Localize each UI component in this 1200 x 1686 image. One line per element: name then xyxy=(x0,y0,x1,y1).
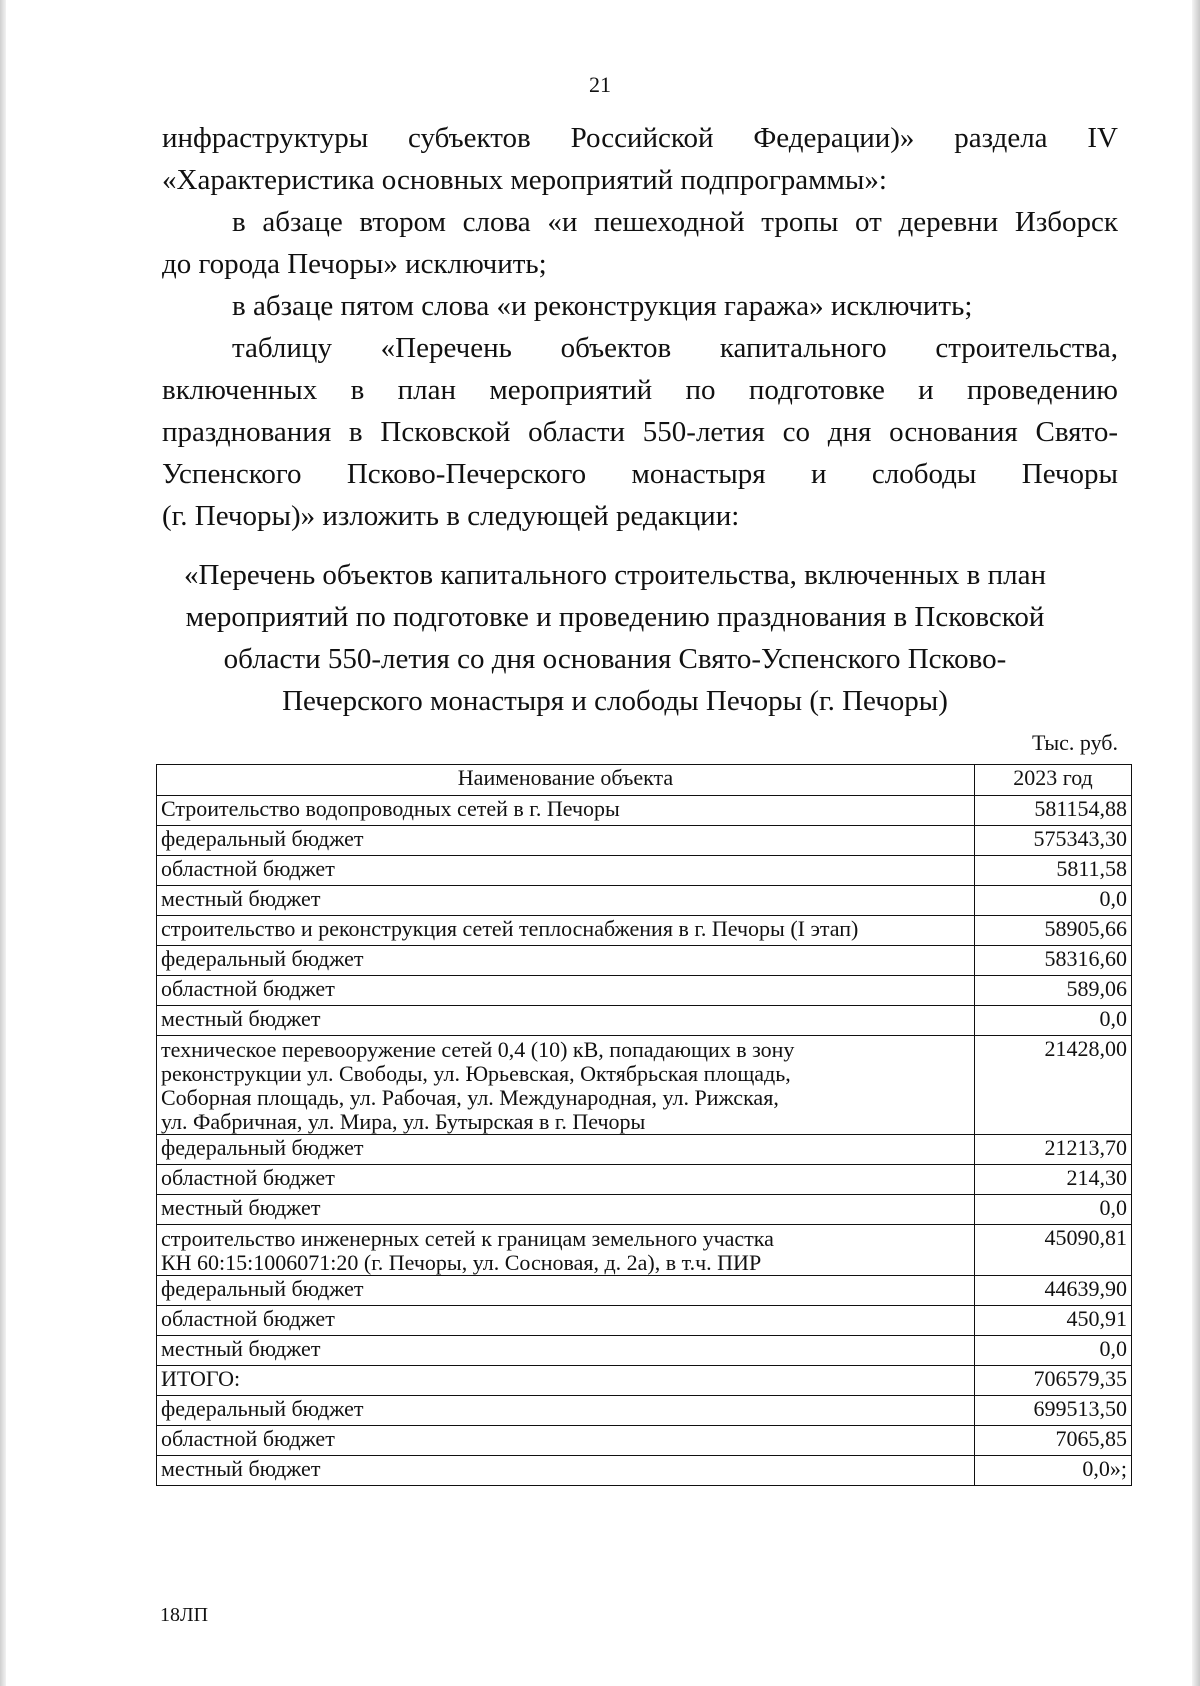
paragraph-word: Печоры xyxy=(1021,458,1118,490)
object-name-cell xyxy=(157,946,975,976)
scan-edge-left xyxy=(0,0,6,1686)
paragraph-word: строительства, xyxy=(935,332,1118,364)
object-name-cell xyxy=(157,1225,975,1276)
paragraph-word: капитального xyxy=(719,332,887,364)
paragraph-line: до города Печоры» исключить; xyxy=(162,248,547,280)
paragraph-word: втором xyxy=(359,206,446,238)
object-name-line: областной бюджет xyxy=(161,1426,335,1451)
paragraph-word: в xyxy=(350,374,365,406)
object-name-line: федеральный бюджет xyxy=(161,1276,364,1301)
amount-cell: 581154,88 xyxy=(975,796,1132,826)
object-name-line: Соборная площадь, ул. Рабочая, ул. Международная, ул. Рижская, xyxy=(161,1085,779,1110)
amount-cell: 21428,00 xyxy=(975,1036,1132,1135)
object-name-cell xyxy=(157,1036,975,1135)
paragraph-word: мероприятий xyxy=(489,374,653,406)
paragraph-word: со xyxy=(782,416,810,448)
object-name-cell xyxy=(157,1366,975,1396)
object-name-line: областной бюджет xyxy=(161,976,335,1001)
table-row xyxy=(157,1426,1132,1456)
paragraph-word: объектов xyxy=(560,332,672,364)
object-name-line: реконструкции ул. Свободы, ул. Юрьевская, Октябрьская площадь, xyxy=(161,1061,791,1086)
paragraph-line xyxy=(162,370,1118,410)
units-label: Тыс. руб. xyxy=(1031,730,1118,755)
paragraph-word: план xyxy=(397,374,457,406)
paragraph-word: Изборск xyxy=(1014,206,1118,238)
paragraph-word: и xyxy=(811,458,827,490)
paragraph-line: «Характеристика основных мероприятий подпрограммы»: xyxy=(162,164,887,196)
object-name-cell xyxy=(157,1396,975,1426)
paragraph-word: деревни xyxy=(898,206,999,238)
table-row xyxy=(157,976,1132,1006)
table-row xyxy=(157,1366,1132,1396)
paragraph-word: «и xyxy=(547,206,578,238)
object-name-line: местный бюджет xyxy=(161,1006,321,1031)
budget-table xyxy=(156,764,1132,1486)
table-row xyxy=(157,796,1132,826)
paragraph-word: монастыря xyxy=(631,458,766,490)
object-name-line: Строительство водопроводных сетей в г. Печоры xyxy=(161,796,620,821)
paragraph-word: таблицу xyxy=(232,332,332,364)
object-name-line: федеральный бюджет xyxy=(161,946,364,971)
amount-cell: 575343,30 xyxy=(975,826,1132,856)
paragraph-word: абзаце xyxy=(262,206,343,238)
paragraph-word: дня xyxy=(827,416,872,448)
table-row xyxy=(157,916,1132,946)
paragraph-word: Успенского xyxy=(162,458,302,490)
amount-cell: 58905,66 xyxy=(975,916,1132,946)
column-header-year: 2023 год xyxy=(975,765,1132,796)
paragraph-word: по xyxy=(685,374,716,406)
paragraph-word: IV xyxy=(1087,122,1118,154)
paragraph-line xyxy=(232,202,1118,242)
scan-edge-right xyxy=(1192,0,1200,1686)
paragraph-line xyxy=(162,454,1118,494)
table-row xyxy=(157,1195,1132,1225)
paragraph-word: Федерации)» xyxy=(753,122,915,154)
object-name-line: местный бюджет xyxy=(161,886,321,911)
table-row xyxy=(157,1036,1132,1135)
paragraph-line: (г. Печоры)» изложить в следующей редакции: xyxy=(162,500,740,532)
paragraph-word: слова xyxy=(462,206,531,238)
object-name-cell xyxy=(157,1195,975,1225)
amount-cell: 45090,81 xyxy=(975,1225,1132,1276)
object-name-line: строительство инженерных сетей к границам земельного участка xyxy=(161,1226,774,1251)
paragraph-word: раздела xyxy=(954,122,1048,154)
table-row xyxy=(157,1336,1132,1366)
object-name-line: техническое перевооружение сетей 0,4 (10) кВ, попадающих в зону xyxy=(161,1037,795,1062)
object-name-line: местный бюджет xyxy=(161,1456,321,1481)
object-name-cell xyxy=(157,1306,975,1336)
amount-cell: 21213,70 xyxy=(975,1135,1132,1165)
paragraph-word: «Перечень xyxy=(380,332,512,364)
object-name-cell xyxy=(157,976,975,1006)
paragraph-word: области xyxy=(528,416,626,448)
paragraph-word: и xyxy=(918,374,934,406)
amount-cell: 0,0 xyxy=(975,1195,1132,1225)
object-name-cell xyxy=(157,1135,975,1165)
table-row xyxy=(157,1225,1132,1276)
object-name-cell xyxy=(157,796,975,826)
table-row xyxy=(157,886,1132,916)
document-code: 18ЛП xyxy=(160,1604,209,1626)
table-row xyxy=(157,826,1132,856)
paragraph-word: 550-летия xyxy=(642,416,765,448)
object-name-line: областной бюджет xyxy=(161,856,335,881)
amount-cell: 0,0»; xyxy=(975,1456,1132,1486)
amount-cell: 44639,90 xyxy=(975,1276,1132,1306)
paragraph-line xyxy=(232,328,1118,368)
paragraph-word: в xyxy=(348,416,363,448)
object-name-cell xyxy=(157,826,975,856)
paragraph-word: инфраструктуры xyxy=(162,122,369,154)
table-row xyxy=(157,1276,1132,1306)
amount-cell: 706579,35 xyxy=(975,1366,1132,1396)
paragraph-word: Российской xyxy=(570,122,714,154)
table-row xyxy=(157,1306,1132,1336)
column-header-object-name: Наименование объекта xyxy=(157,765,975,796)
amount-cell: 0,0 xyxy=(975,1336,1132,1366)
paragraph-word: подготовке xyxy=(748,374,885,406)
paragraph-word: основания xyxy=(889,416,1018,448)
object-name-cell xyxy=(157,1276,975,1306)
object-name-line: ИТОГО: xyxy=(161,1366,241,1391)
paragraph-word: слободы xyxy=(871,458,977,490)
paragraph-word: включенных xyxy=(162,374,318,406)
page-number: 21 xyxy=(589,72,611,97)
object-name-cell xyxy=(157,1006,975,1036)
object-name-cell xyxy=(157,856,975,886)
paragraph-word: Свято- xyxy=(1035,416,1118,448)
object-name-cell xyxy=(157,886,975,916)
paragraph-word: в xyxy=(232,206,246,238)
paragraph-word: празднования xyxy=(162,416,332,448)
object-name-line: областной бюджет xyxy=(161,1165,335,1190)
object-name-line: КН 60:15:1006071:20 (г. Печоры, ул. Сосновая, д. 2а), в т.ч. ПИР xyxy=(161,1250,762,1275)
amount-cell: 5811,58 xyxy=(975,856,1132,886)
object-name-cell xyxy=(157,916,975,946)
table-row xyxy=(157,1135,1132,1165)
object-name-cell xyxy=(157,1426,975,1456)
amount-cell: 0,0 xyxy=(975,1006,1132,1036)
paragraph-word: субъектов xyxy=(408,122,531,154)
paragraph-line xyxy=(162,118,1118,158)
amount-cell: 699513,50 xyxy=(975,1396,1132,1426)
table-row xyxy=(157,946,1132,976)
paragraph-word: Псковской xyxy=(380,416,511,448)
object-name-line: областной бюджет xyxy=(161,1306,335,1331)
object-name-line: федеральный бюджет xyxy=(161,826,364,851)
table-row xyxy=(157,1006,1132,1036)
paragraph-word: от xyxy=(855,206,882,238)
object-name-line: строительство и реконструкция сетей теплоснабжения в г. Печоры (I этап) xyxy=(161,916,859,941)
object-name-line: ул. Фабричная, ул. Мира, ул. Бутырская в г. Печоры xyxy=(161,1109,646,1134)
object-name-line: федеральный бюджет xyxy=(161,1135,364,1160)
table-row xyxy=(157,1456,1132,1486)
table-row xyxy=(157,1396,1132,1426)
table-row xyxy=(157,1165,1132,1195)
heading-line: «Перечень объектов капитального строительства, включенных в план xyxy=(184,559,1046,591)
heading-line: Печерского монастыря и слободы Печоры (г. Печоры) xyxy=(282,685,948,717)
amount-cell: 0,0 xyxy=(975,886,1132,916)
paragraph-word: проведению xyxy=(967,374,1118,406)
object-name-cell xyxy=(157,1165,975,1195)
table-row xyxy=(157,856,1132,886)
paragraph-word: Псково-Печерского xyxy=(346,458,587,490)
paragraph-line xyxy=(162,412,1118,452)
table-body xyxy=(157,796,1132,1486)
paragraph-line: в абзаце пятом слова «и реконструкция гаража» исключить; xyxy=(232,290,973,322)
amount-cell: 450,91 xyxy=(975,1306,1132,1336)
object-name-cell xyxy=(157,1456,975,1486)
amount-cell: 58316,60 xyxy=(975,946,1132,976)
object-name-cell xyxy=(157,1336,975,1366)
object-name-line: местный бюджет xyxy=(161,1195,321,1220)
object-name-line: федеральный бюджет xyxy=(161,1396,364,1421)
heading-line: области 550-летия со дня основания Свято-Успенского Псково- xyxy=(223,643,1007,675)
heading-line: мероприятий по подготовке и проведению празднования в Псковской xyxy=(185,601,1045,633)
paragraph-word: пешеходной xyxy=(594,206,745,238)
paragraph-word: тропы xyxy=(761,206,839,238)
amount-cell: 589,06 xyxy=(975,976,1132,1006)
object-name-line: местный бюджет xyxy=(161,1336,321,1361)
amount-cell: 7065,85 xyxy=(975,1426,1132,1456)
amount-cell: 214,30 xyxy=(975,1165,1132,1195)
